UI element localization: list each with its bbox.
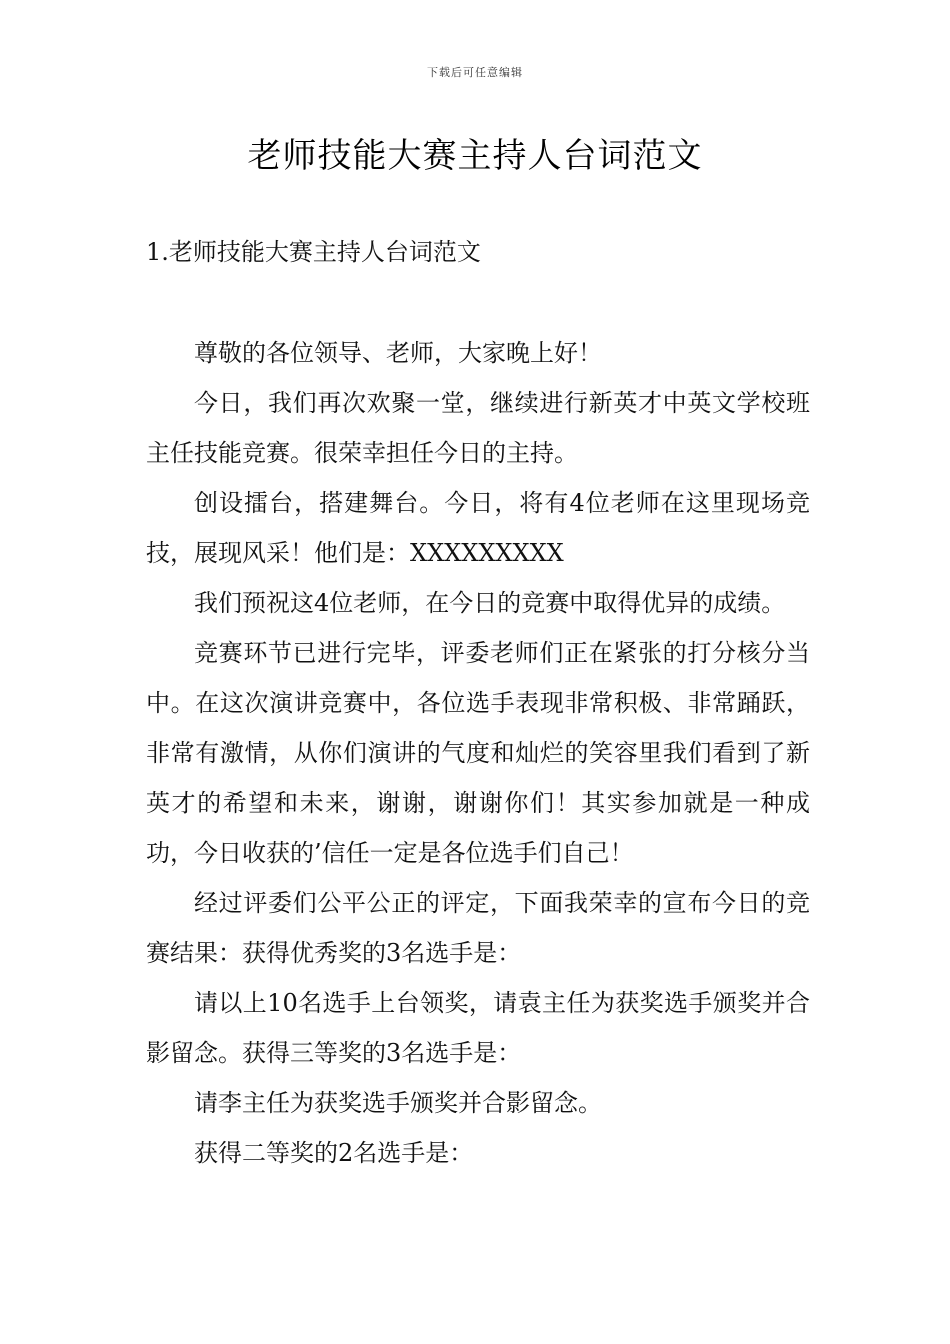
body-text [146, 328, 810, 1178]
paragraph: 经过评委们公平公正的评定，下面我荣幸的宣布今日的竞赛结果：获得优秀奖的3名选手是： [146, 889, 810, 967]
paragraph: 我们预祝这4位老师，在今日的竞赛中取得优异的成绩。 [194, 589, 786, 617]
paragraph: 请以上10名选手上台领奖，请袁主任为获奖选手颁奖并合影留念。获得三等奖的3名选手是： [146, 989, 810, 1067]
paragraph: 获得二等奖的2名选手是： [194, 1139, 474, 1167]
paragraph: 创设擂台，搭建舞台。今日，将有4位老师在这里现场竞技，展现风采！他们是：XXXXXXXXX [146, 489, 810, 567]
paragraph: 尊敬的各位领导、老师，大家晚上好！ [194, 339, 602, 367]
document-title: 老师技能大赛主持人台词范文 [247, 136, 703, 176]
paragraph: 今日，我们再次欢聚一堂，继续进行新英才中英文学校班主任技能竞赛。很荣幸担任今日的主持。 [146, 389, 810, 467]
header-note: 下载后可任意编辑 [427, 66, 523, 79]
paragraph: 请李主任为获奖选手颁奖并合影留念。 [194, 1089, 602, 1117]
paragraph: 竞赛环节已进行完毕，评委老师们正在紧张的打分核分当中。在这次演讲竞赛中，各位选手表现非常积极、非常踊跃，非常有激情，从你们演讲的气度和灿烂的笑容里我们看到了新英才的希望和未来，谢谢，谢谢你们！其实参加就是一种成功，今日收获的’信任一定是各位选手们自己！ [146, 639, 810, 867]
section-heading: 1.老师技能大赛主持人台词范文 [146, 238, 481, 266]
